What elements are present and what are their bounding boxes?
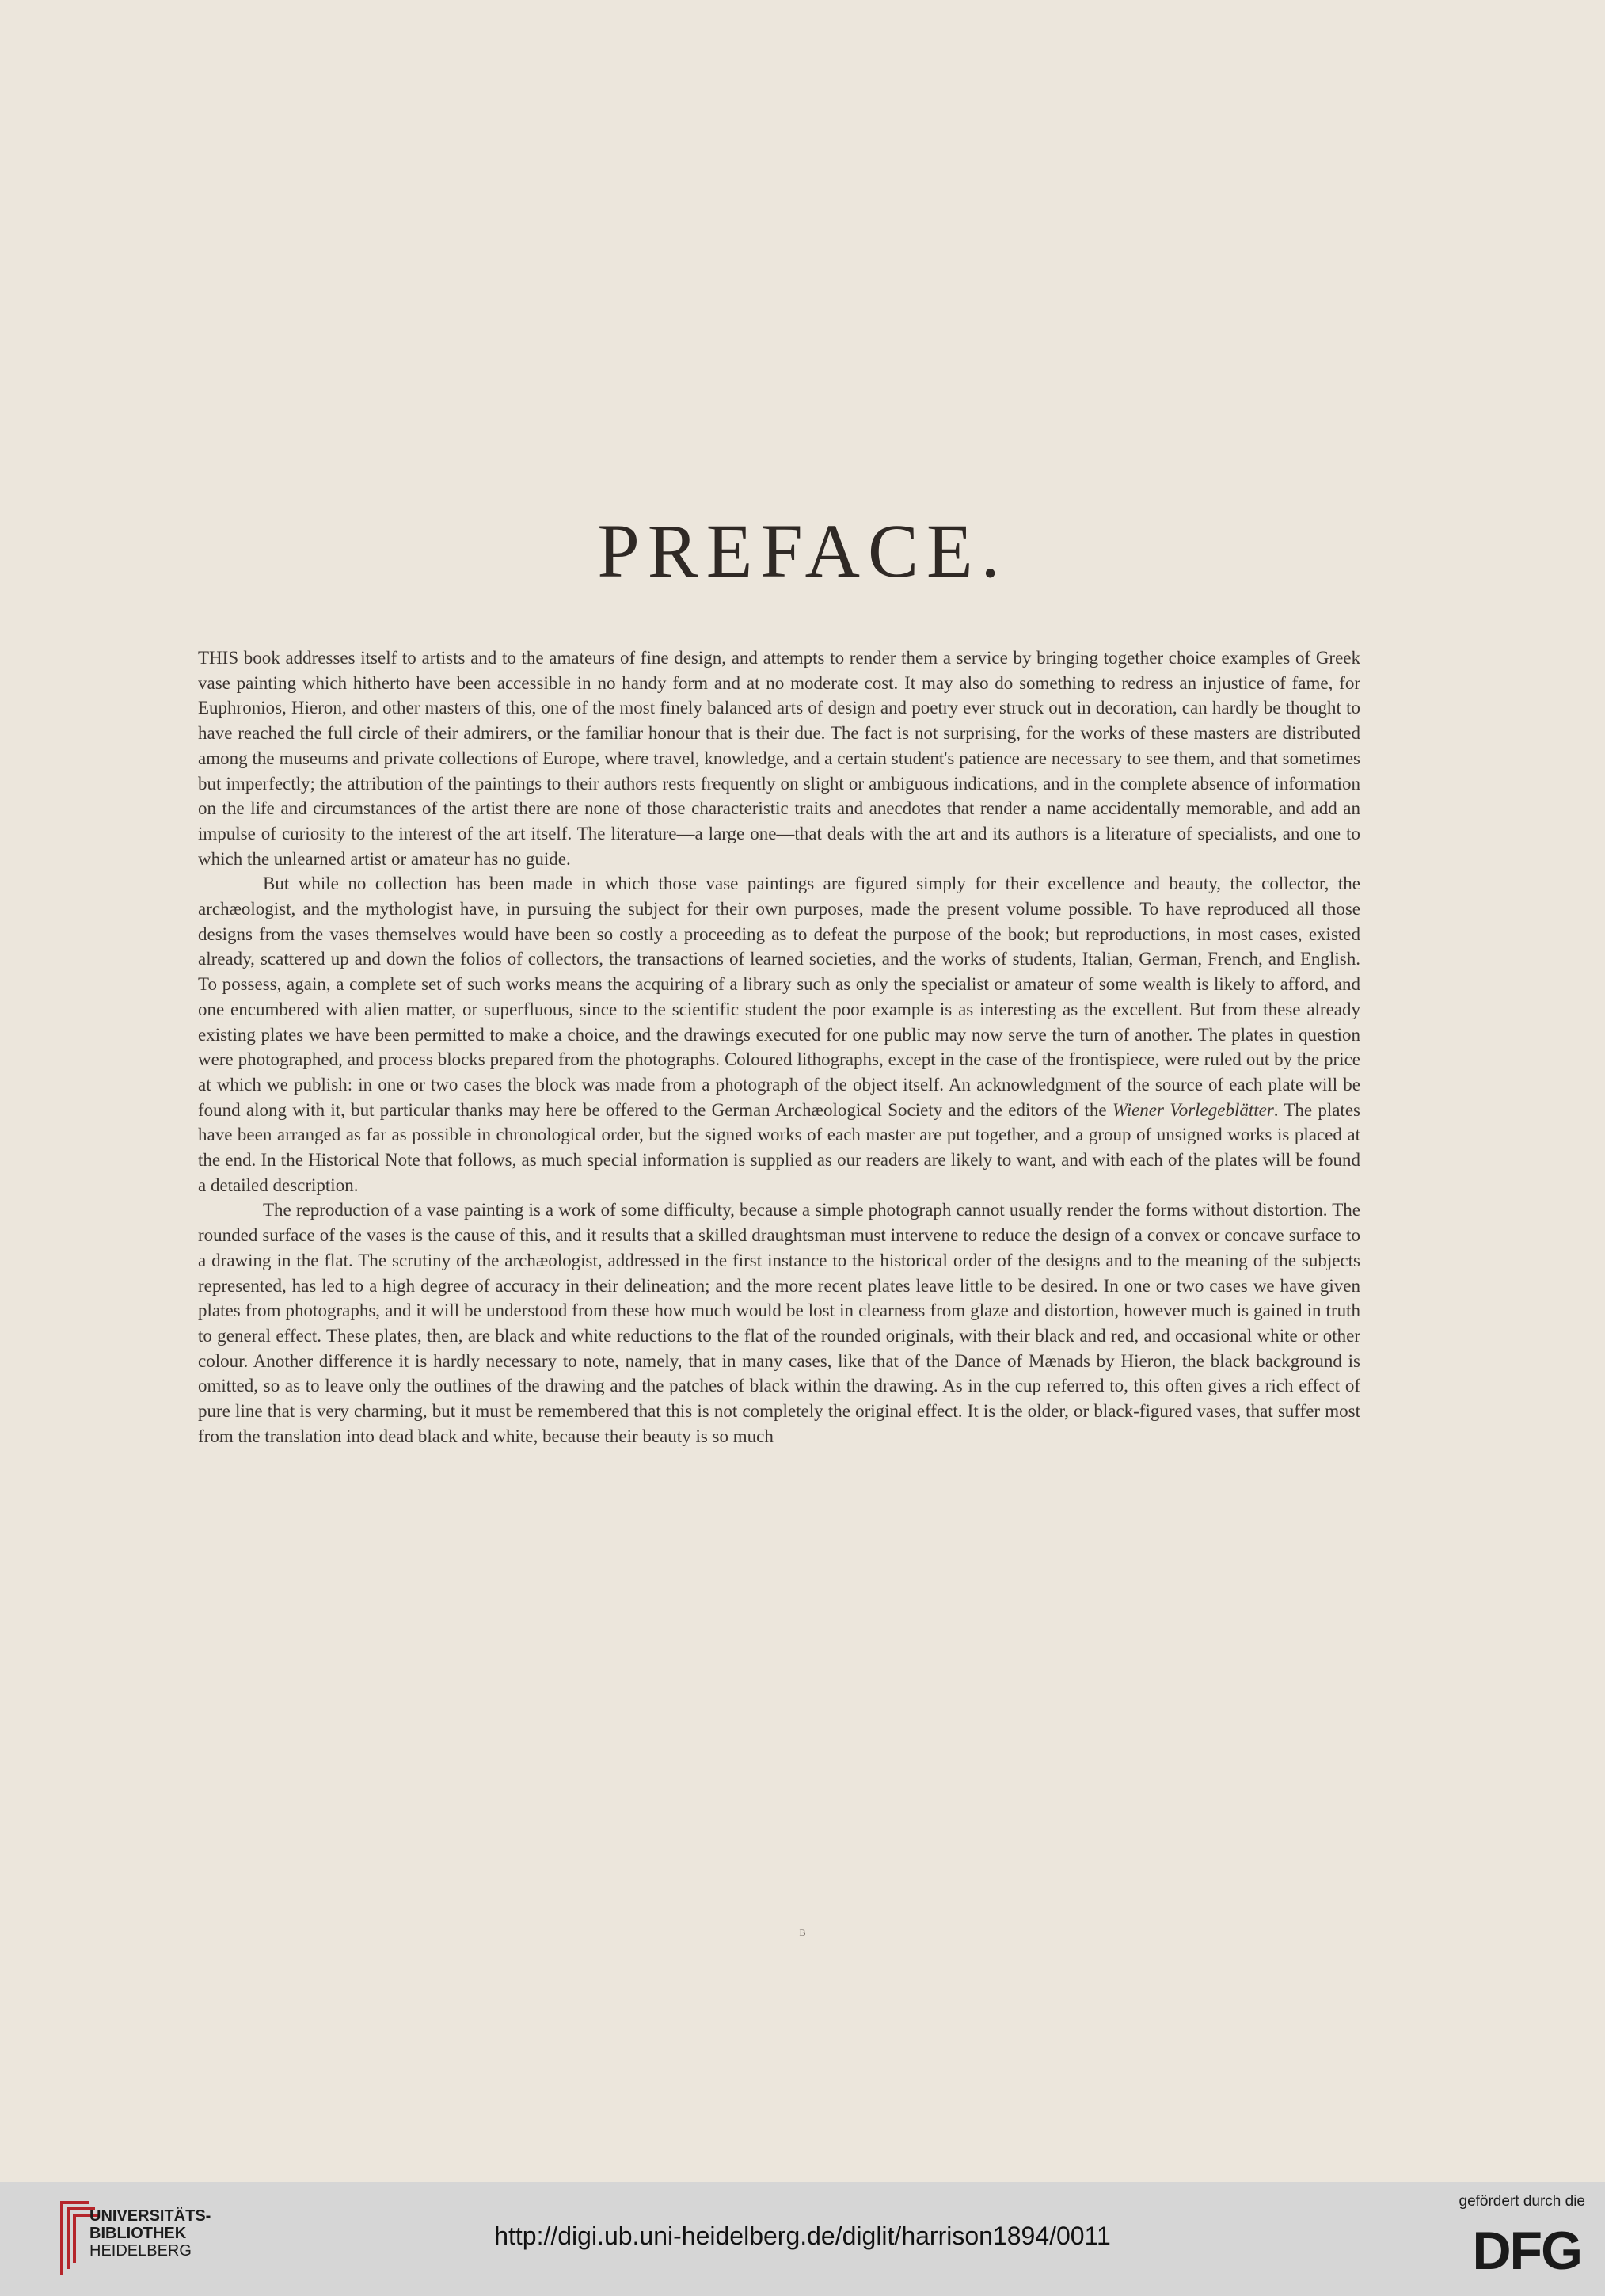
dfg-logo: DFG xyxy=(1472,2221,1581,2281)
paragraph-2-main: But while no collection has been made in which those vase paintings are figured simply for their excellence and beauty, the collector, the archæologist, and the mythologist have, in pursuing the subject for their own purposes, made the present volume possible. To have reproduced all those designs from the vases themselves would have been so costly a proceeding as to defeat the purpose of the book; but reproductions, in most cases, existed already, scattered up and down the folios of collectors, the transactions of learned societies, and the works of students, Italian, German, French, and English. To possess, again, a complete set of such works means the acquiring of a library such as only the specialist or amateur of some wealth is likely to afford, and one encumbered with alien matter, or superfluous, since to the scientific student the poor example is as interesting as the excellent. But from these already existing plates we have been permitted to make a choice, and the drawings executed for one public may now serve the turn of another. The plates in question were photographed, and process blocks prepared from the photographs. Coloured lithographs, except in the case of the frontispiece, were ruled out by the price at which we publish: in one or two cases the block was made from a photograph of the object itself. An acknowledgment of the source of each plate will be found along with it, but particular thanks may here be offered to the German Archæological Society and the editors of the xyxy=(198,874,1360,1120)
library-line-3: HEIDELBERG xyxy=(89,2242,192,2260)
page-title: PREFACE. xyxy=(597,508,1008,593)
funding-label: gefördert durch die xyxy=(1459,2193,1585,2210)
preface-body xyxy=(198,645,1360,1449)
paragraph-2 xyxy=(198,871,1360,1197)
publication-title: Wiener Vorlegeblätter xyxy=(1112,1099,1274,1120)
permalink-url[interactable]: http://digi.ub.uni-heidelberg.de/diglit/harrison1894/0011 xyxy=(494,2222,1111,2250)
paragraph-1: THIS book addresses itself to artists and to the amateurs of fine design, and attempts to render them a service by bringing together choice examples of Greek vase painting which hitherto have been accessible in no handy form and at no moderate cost. It may also do something to redress an injustice of fame, for Euphronios, Hieron, and other masters of this, one of the most finely balanced arts of design and poetry ever struck out in decoration, can hardly be thought to have reached the full circle of their admirers, or the familiar honour that is their due. The fact is not surprising, for the works of these masters are distributed among the museums and private collections of Europe, where travel, knowledge, and a certain student's patience are necessary to see them, and that sometimes but imperfectly; the attribution of the paintings to their authors rests frequently on slight or ambiguous indications, and in the complete absence of information on the life and circumstances of the artist there are none of those characteristic traits and anecdotes that render a name accidentally memorable, and add an impulse of curiosity to the interest of the art itself. The literature—a large one—that deals with the art and its authors is a literature of specialists, and one to which the unlearned artist or amateur has no guide. xyxy=(198,648,1360,869)
digitization-footer xyxy=(0,2182,1605,2296)
paragraph-3: The reproduction of a vase painting is a work of some difficulty, because a simple photograph cannot usually render the forms without distortion. The rounded surface of the vases is the cause of this, and it results that a skilled draughtsman must intervene to reduce the design of a convex or concave surface to a drawing in the flat. The scrutiny of the archæologist, addressed in the first instance to the historical order of the designs and to the meaning of the subjects represented, has led to a high degree of accuracy in their delineation; and the more recent plates leave little to be desired. In one or two cases we have given plates from photographs, and it will be understood from these how much would be lost in clearness from glaze and distortion, however much is gained in truth to general effect. These plates, then, are black and white reductions to the flat of the rounded originals, with their black and red, and occasional white or other colour. Another difference it is hardly necessary to note, namely, that in many cases, like that of the Dance of Mænads by Hieron, the black background is omitted, so as to leave only the outlines of the drawing and the patches of black within the drawing. As in the cup referred to, this often gives a rich effect of pure line that is very charming, but it must be remembered that this is not completely the original effect. It is the older, or black-figured vases, that suffer most from the translation into dead black and white, because their beauty is so much xyxy=(198,1200,1360,1446)
signature-mark: B xyxy=(799,1927,806,1938)
library-line-2: BIBLIOTHEK xyxy=(89,2225,187,2242)
paragraph-2-tail: . The plates have been arranged as far as possible in chronological order, but the signed works of each master are put together, and a group of unsigned works is placed at the end. In the Historical Note that follows, as much special information is supplied as our readers are likely to want, and with each of the plates will be found a detailed description. xyxy=(198,1099,1360,1195)
library-line-1: UNIVERSITÄTS- xyxy=(89,2207,211,2225)
